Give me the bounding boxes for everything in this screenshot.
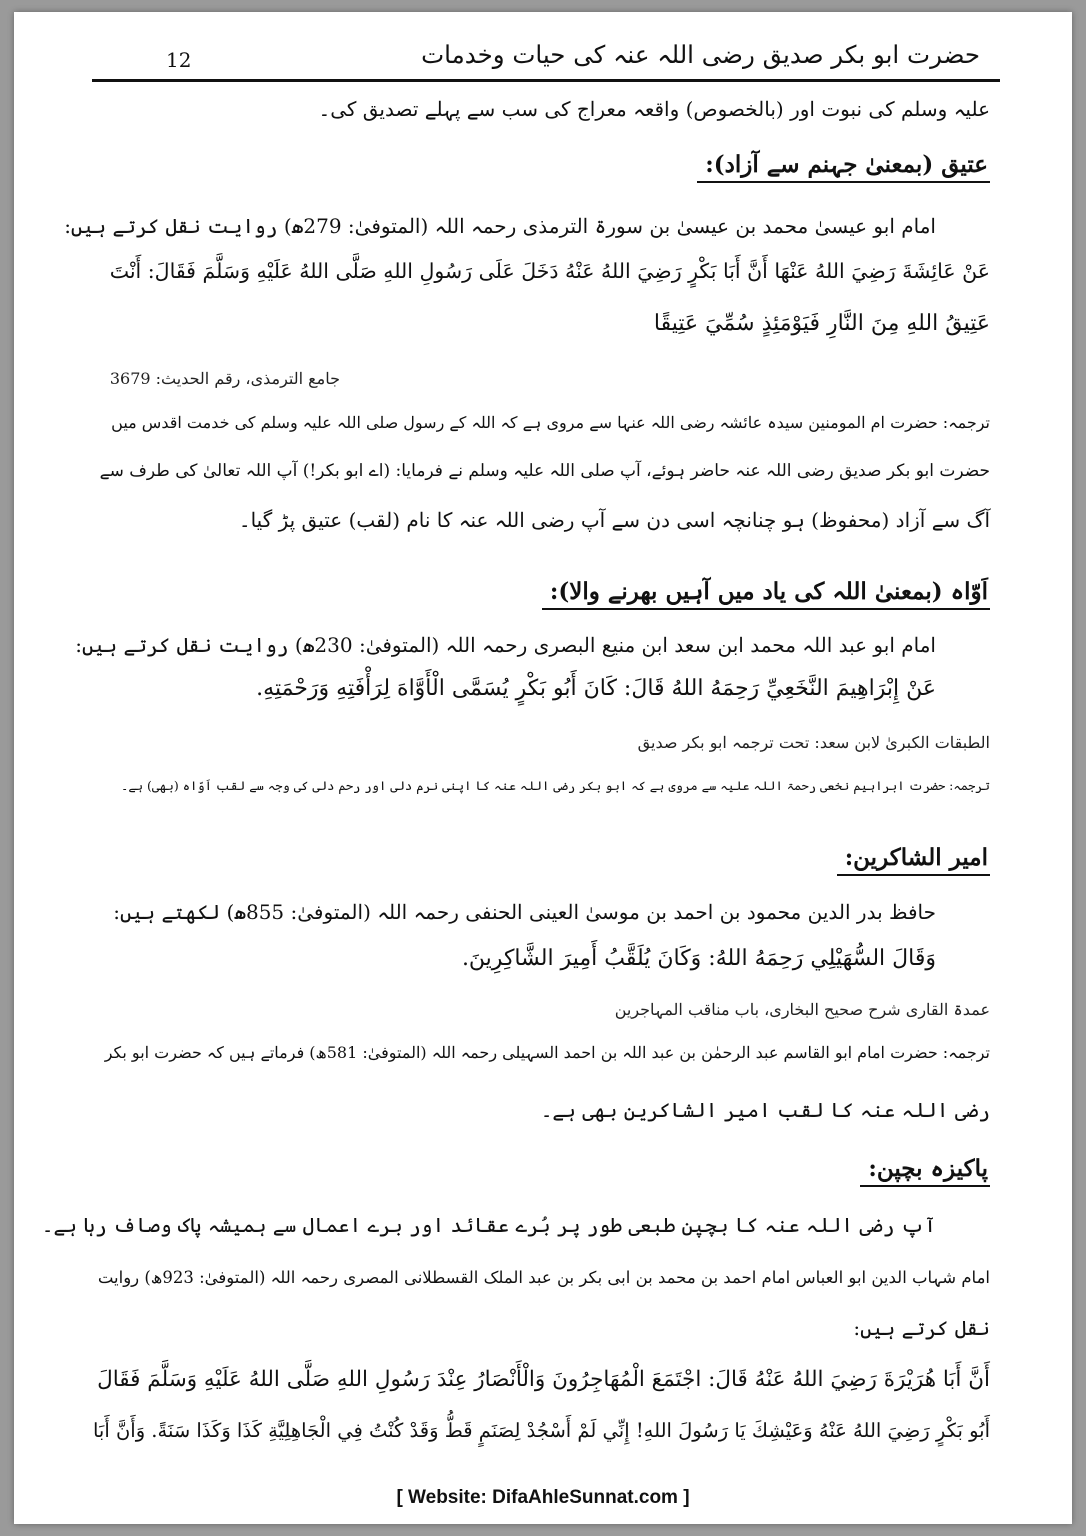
source-reference: عمدۃ القاری شرح صحیح البخاری، باب مناقب المہاجرین (614, 1000, 990, 1019)
running-header-title: حضرت ابو بکر صدیق رضی اللہ عنہ کی حیات وخدمات (421, 40, 980, 69)
arabic-hadith-line: عَتِيقُ اللهِ مِنَ النَّارِ فَيَوْمَئِذٍ سُمِّيَ عَتِيقًا (653, 311, 990, 336)
translation-line: رضی اللہ عنہ کا لقب امیر الشاکرین بھی ہے۔ (540, 1098, 990, 1122)
translation-line: حضرت ابو بکر صدیق رضی اللہ عنہ حاضر ہوئے، آپ صلی اللہ علیہ وسلم نے فرمایا: (اے ابو بکر!) آپ اللہ تعالیٰ کی طرف سے (99, 461, 990, 481)
heading-pakeeza-bachpan: پاکیزہ بچپن: (860, 1155, 990, 1187)
narrator-intro: امام ابو عیسیٰ محمد بن عیسیٰ بن سورۃ الترمذی رحمہ اللہ (المتوفیٰ: 279ھ) روایت نقل کرتے ہیں: (64, 214, 936, 238)
source-reference: الطبقات الکبریٰ لابن سعد: تحت ترجمہ ابو بکر صدیق (637, 733, 990, 752)
narrator-intro: امام ابو عبد اللہ محمد ابن سعد ابن منیع البصری رحمہ اللہ (المتوفیٰ: 230ھ) روایت نقل کرتے ہیں: (75, 633, 936, 657)
heading-ameer-ush-shakireen: امیر الشاکرین: (837, 844, 990, 876)
body-line: علیہ وسلم کی نبوت اور (بالخصوص) واقعہ معراج کی سب سے پہلے تصدیق کی۔ (318, 97, 990, 121)
page-number: 12 (166, 48, 192, 72)
body-line: آپ رضی اللہ عنہ کا بچپن طبعی طور پر بُرے عقائد اور برے اعمال سے ہمیشہ پاک وصاف رہا ہے۔ (41, 1213, 936, 1237)
narrator-intro: نقل کرتے ہیں: (853, 1316, 990, 1340)
translation-line: ترجمہ: حضرت ابراہیم نخعی رحمۃ اللہ علیہ سے مروی ہے کہ ابو بکر رضی اللہ عنہ کا اپنی نرم دلی اور رحم دلی کی وجہ سے لقب اَوّاہ (بھی) ہے۔ (121, 778, 990, 793)
arabic-hadith-line: عَنْ إِبْرَاهِيمَ النَّخَعِيِّ رَحِمَهُ اللهُ قَالَ: كَانَ أَبُو بَكْرٍ يُسَمَّى الْأَوَّاهَ لِرَأْفَتِهِ وَرَحْمَتِهِ. (256, 676, 936, 701)
header-rule (92, 79, 1000, 82)
arabic-hadith-line: أَبُو بَكْرٍ رَضِيَ اللهُ عَنْهُ وَعَيْشِكَ يَا رَسُولَ اللهِ! إِنِّي لَمْ أَسْجُدْ لِصَنَمٍ قَطُّ وَقَدْ كُنْتُ فِي الْجَاهِلِيَّةِ كَذَا وَكَذَا سَنَةً. وَأَنَّ أَبَا (92, 1419, 990, 1442)
translation-line: آگ سے آزاد (محفوظ) ہو چنانچہ اسی دن سے آپ رضی اللہ عنہ کا نام (لقب) عتیق پڑ گیا۔ (238, 508, 990, 532)
translation-line: ترجمہ: حضرت ام المومنین سیدہ عائشہ رضی اللہ عنہا سے مروی ہے کہ اللہ کے رسول صلی اللہ علیہ وسلم کی خدمت اقدس میں (111, 413, 990, 432)
narrator-intro: حافظ بدر الدین محمود بن احمد بن موسیٰ العینی الحنفی رحمہ اللہ (المتوفیٰ: 855ھ) لکھتے ہیں: (113, 900, 936, 924)
heading-ateeq: عتیق (بمعنیٰ جہنم سے آزاد): (697, 151, 990, 183)
website-footer: [ Website: DifaAhleSunnat.com ] (396, 1487, 690, 1508)
arabic-hadith-line: عَنْ عَائِشَةَ رَضِيَ اللهُ عَنْهَا أَنَّ أَبَا بَكْرٍ رَضِيَ اللهُ عَنْهُ دَخَلَ عَلَى رَسُولِ اللهِ صَلَّى اللهُ عَلَيْهِ وَسَلَّمَ فَقَالَ: أَنْتَ (109, 259, 990, 283)
heading-awwah: اَوّاہ (بمعنیٰ اللہ کی یاد میں آہیں بھرنے والا): (542, 578, 990, 610)
translation-line: ترجمہ: حضرت امام ابو القاسم عبد الرحمٰن بن عبد اللہ بن احمد السہیلی رحمہ اللہ (المتوفیٰ: 581ھ) فرماتے ہیں کہ حضرت ابو بکر (104, 1043, 990, 1062)
arabic-hadith-line: وَقَالَ السُّهَيْلِي رَحِمَهُ اللهُ: وَكَانَ يُلَقَّبُ أَمِيرَ الشَّاكِرِينَ. (461, 946, 936, 971)
narrator-intro: امام شہاب الدین ابو العباس امام احمد بن محمد بن ابی بکر بن عبد الملک القسطلانی المصری رحمہ اللہ (المتوفیٰ: 923ھ) روایت (97, 1268, 990, 1287)
arabic-hadith-line: أَنَّ أَبَا هُرَيْرَةَ رَضِيَ اللهُ عَنْهُ قَالَ: اجْتَمَعَ الْمُهَاجِرُونَ وَالْأَنْصَارُ عِنْدَ رَسُولِ اللهِ صَلَّى اللهُ عَلَيْهِ وَسَلَّمَ فَقَالَ (97, 1367, 990, 1392)
source-reference: جامع الترمذی، رقم الحدیث: 3679 (109, 369, 340, 388)
